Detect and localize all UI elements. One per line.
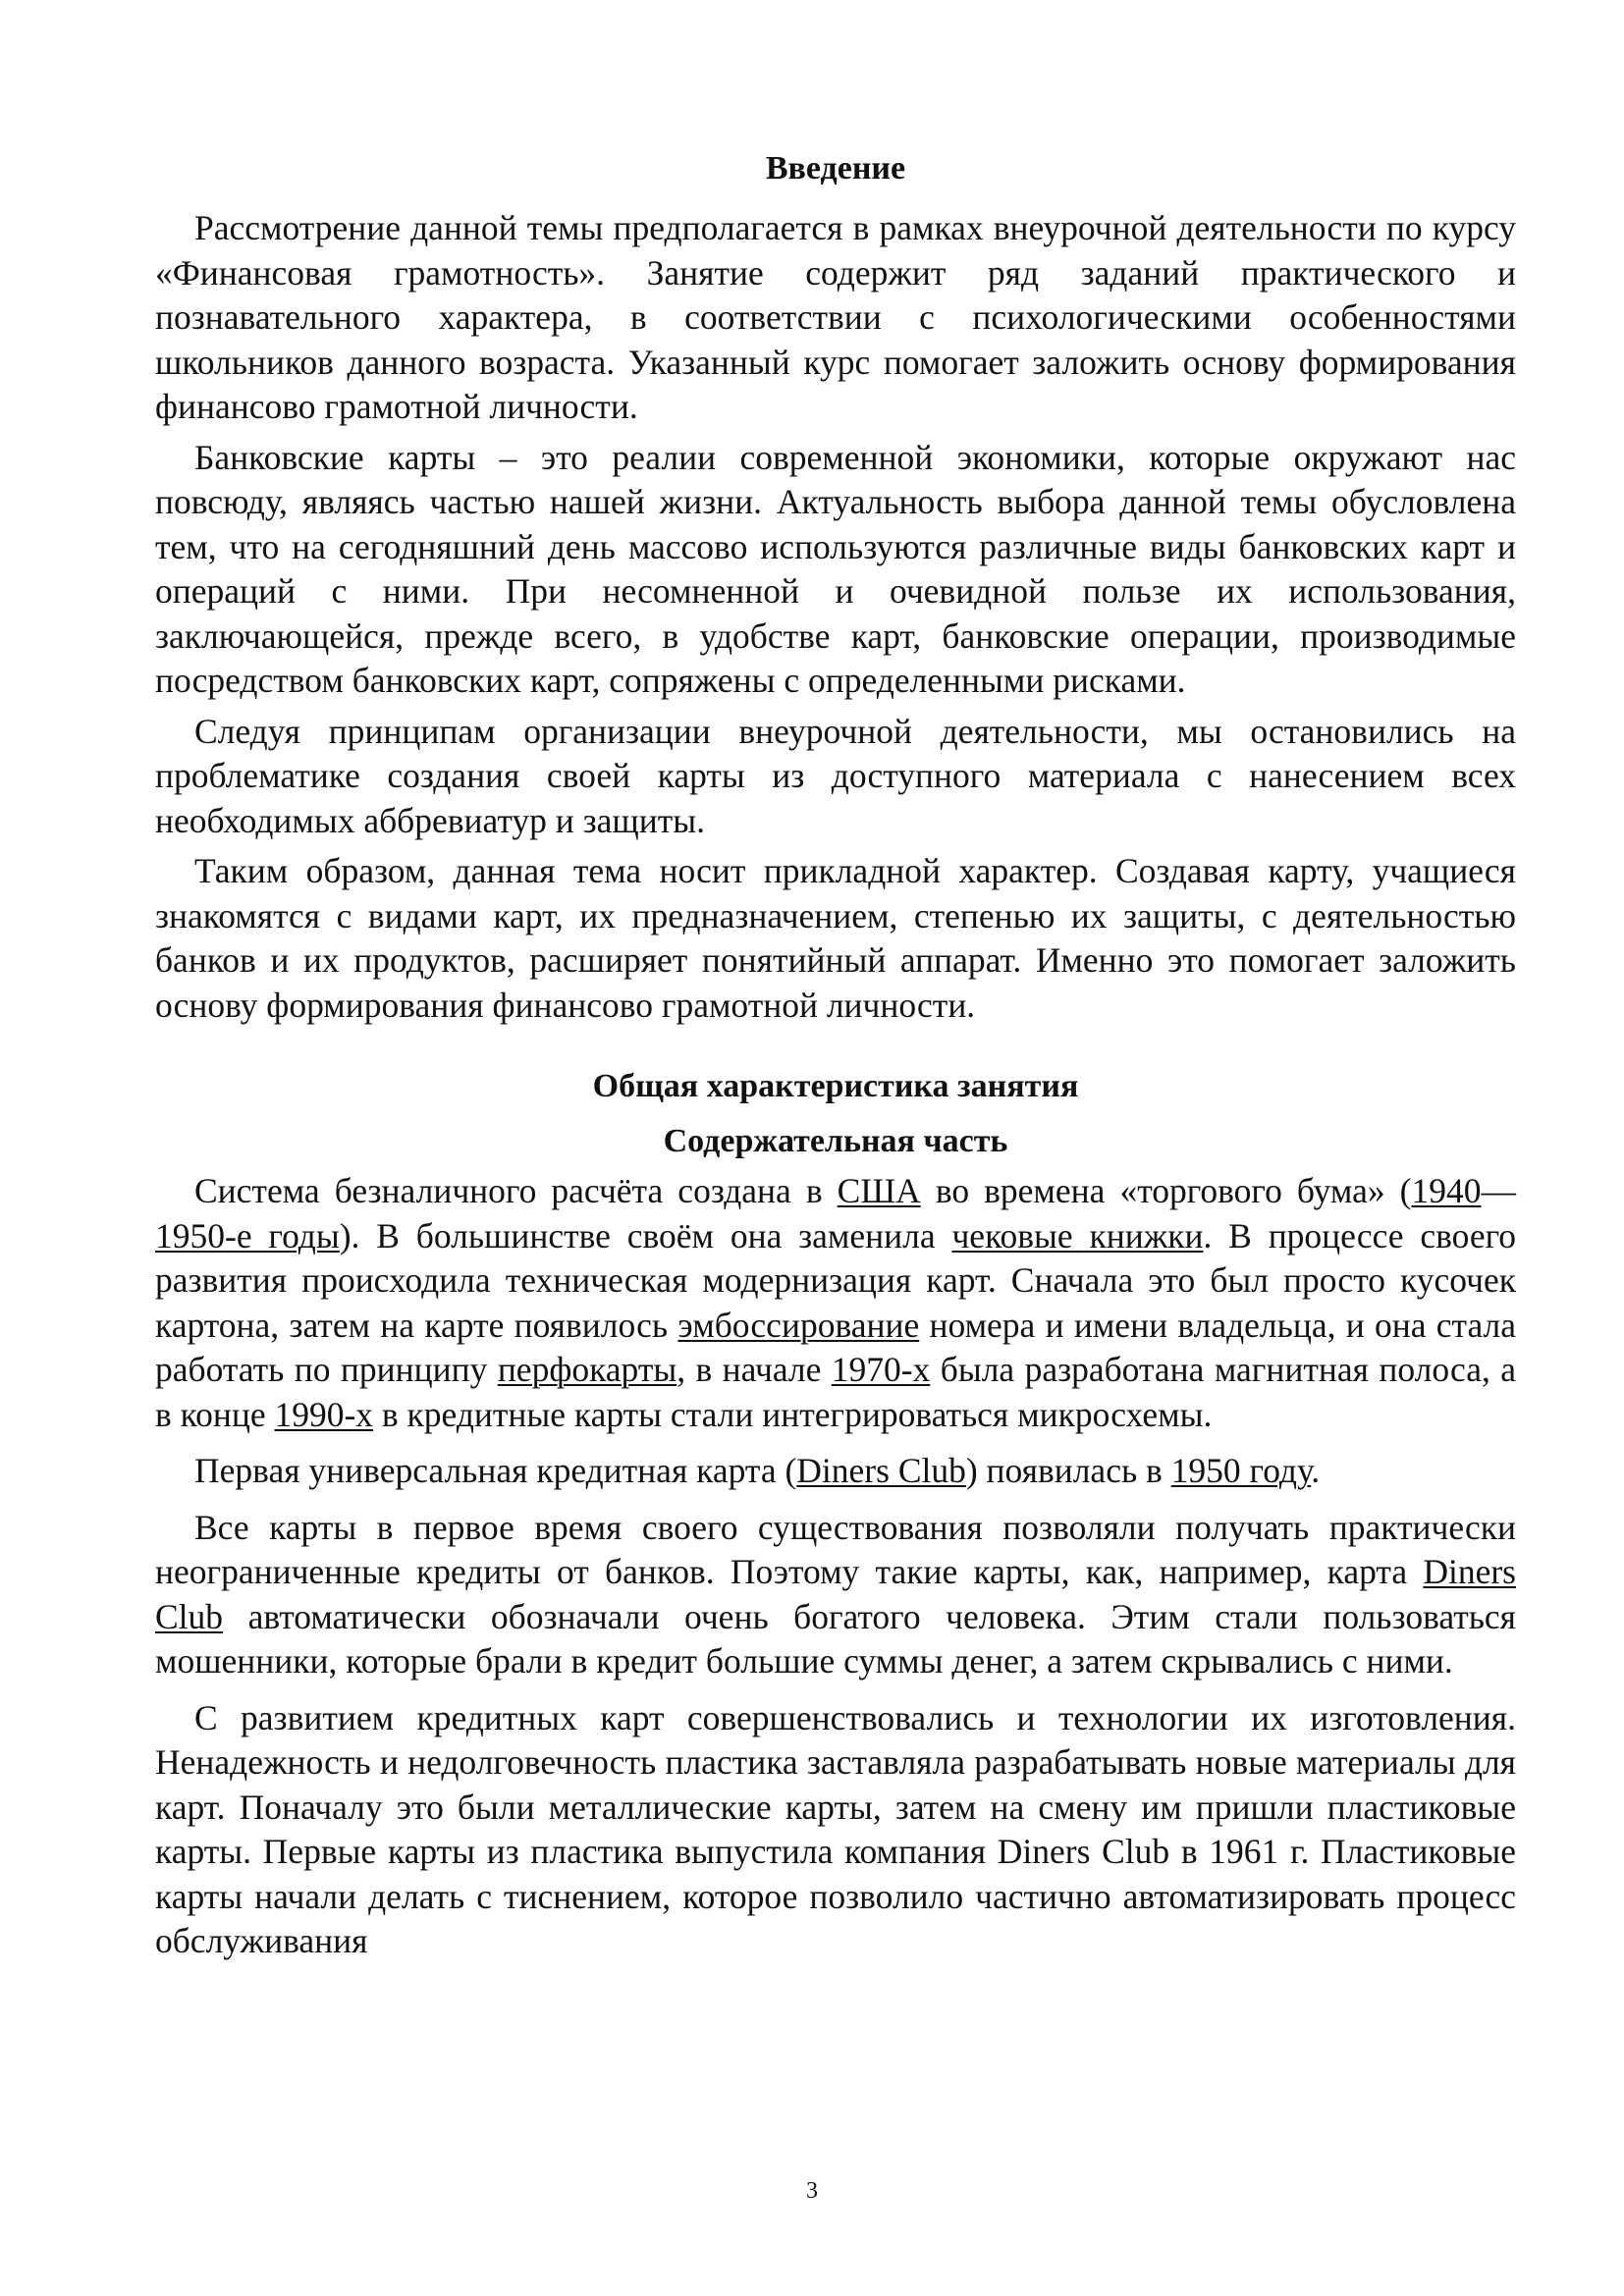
text-run: . xyxy=(1311,1451,1321,1490)
link-1940[interactable]: 1940 xyxy=(1411,1171,1482,1210)
text-run: Первая универсальная кредитная карта ( xyxy=(194,1451,797,1490)
text-run: , в начале xyxy=(677,1350,832,1389)
text-run: была разработана магнитная полоса, а в конце xyxy=(155,1350,1516,1434)
link-1950-year[interactable]: 1950 году xyxy=(1170,1451,1312,1490)
link-punched-card[interactable]: перфокарты xyxy=(497,1350,677,1389)
content-paragraph-history xyxy=(155,1169,1516,1437)
link-usa[interactable]: США xyxy=(837,1171,921,1210)
intro-paragraph-3: Следуя принципам организации внеурочной деятельности, мы остановились на проблематике создания своей карты из доступного материала с нанесением всех необходимых аббревиатур и защиты. xyxy=(155,711,1516,840)
text-run: Все карты в первое время своего существования позволяли получать практически неограниченные кредиты от банков. Поэтому такие карты, как, например, карта xyxy=(155,1507,1516,1591)
link-embossing[interactable]: эмбоссирование xyxy=(677,1305,920,1345)
link-diners-club-2[interactable]: Diners Club xyxy=(155,1552,1516,1636)
intro-heading: Введение xyxy=(765,150,906,187)
intro-paragraph-2: Банковские карты – это реалии современной экономики, которые окружают нас повсюду, являясь частью нашей жизни. Актуальность выбора данной темы обусловлена тем, что на сегодняшний день массово используются различные виды банковских карт и операций с ними. При несомненной и очевидной пользе их использования, заключающейся, прежде всего, в удобстве карт, банковские операции, производимые посредством банковских карт, сопряжены с определенными рисками. xyxy=(155,437,1516,700)
text-run: автоматически обозначали очень богатого человека. Этим стали пользоваться мошенники, которые брали в кредит большие суммы денег, а затем скрывались с ними. xyxy=(155,1596,1516,1681)
text-run: . В процессе своего развития происходила техническая модернизация карт. Сначала это был просто кусочек картона, затем на карте появилось xyxy=(155,1215,1516,1345)
text-run: ) появилась в xyxy=(965,1451,1171,1490)
link-checkbooks[interactable]: чековые книжки xyxy=(951,1215,1204,1255)
intro-paragraph-4: Таким образом, данная тема носит прикладной характер. Создавая карту, учащиеся знакомятся с видами карт, их предназначением, степенью их защиты, с деятельностью банков и их продуктов, расширяет понятийный аппарат. Именно это помогает заложить основу формирования финансово грамотной личности. xyxy=(155,851,1516,1025)
text-run: — xyxy=(1481,1171,1516,1210)
content-paragraph-materials: С развитием кредитных карт совершенствовались и технологии их изготовления. Ненадежность и недолговечность пластика заставляла разрабатывать новые материалы для карт. Поначалу это были металлические карты, затем на смену им пришли пластиковые карты. Первые карты из пластика выпустила компания Diners Club в 1961 г. Пластиковые карты начали делать с тиснением, которое позволило частично автоматизировать процесс обслуживания xyxy=(155,1697,1516,1960)
general-heading: Общая характеристика занятия xyxy=(592,1068,1079,1104)
link-1950s[interactable]: 1950-е годы xyxy=(155,1215,340,1255)
link-1970s[interactable]: 1970-х xyxy=(831,1350,931,1389)
link-diners-club[interactable]: Diners Club xyxy=(796,1451,966,1490)
link-1990s[interactable]: 1990-х xyxy=(274,1394,374,1434)
content-paragraph-credits xyxy=(155,1506,1516,1684)
content-paragraph-first-card xyxy=(155,1449,1516,1494)
text-run: ). В большинстве своём она заменила xyxy=(339,1215,952,1255)
text-run: в кредитные карты стали интегрироваться микросхемы. xyxy=(373,1394,1213,1434)
text-run: во времена «торгового бума» ( xyxy=(920,1171,1412,1210)
page-content xyxy=(155,147,1516,1970)
intro-paragraph-1: Рассмотрение данной темы предполагается в рамках внеурочной деятельности по курсу «Финансовая грамотность». Занятие содержит ряд заданий практического и познавательного характера, в соответствии с психологическими особенностями школьников данного возраста. Указанный курс помогает заложить основу формирования финансово грамотной личности. xyxy=(155,208,1516,426)
content-heading: Содержательная часть xyxy=(663,1123,1008,1159)
text-run: Система безналичного расчёта создана в xyxy=(194,1171,838,1210)
text-run: номера и имени владельца, и она стала работать по принципу xyxy=(155,1305,1516,1389)
page-number: 3 xyxy=(806,2178,818,2204)
